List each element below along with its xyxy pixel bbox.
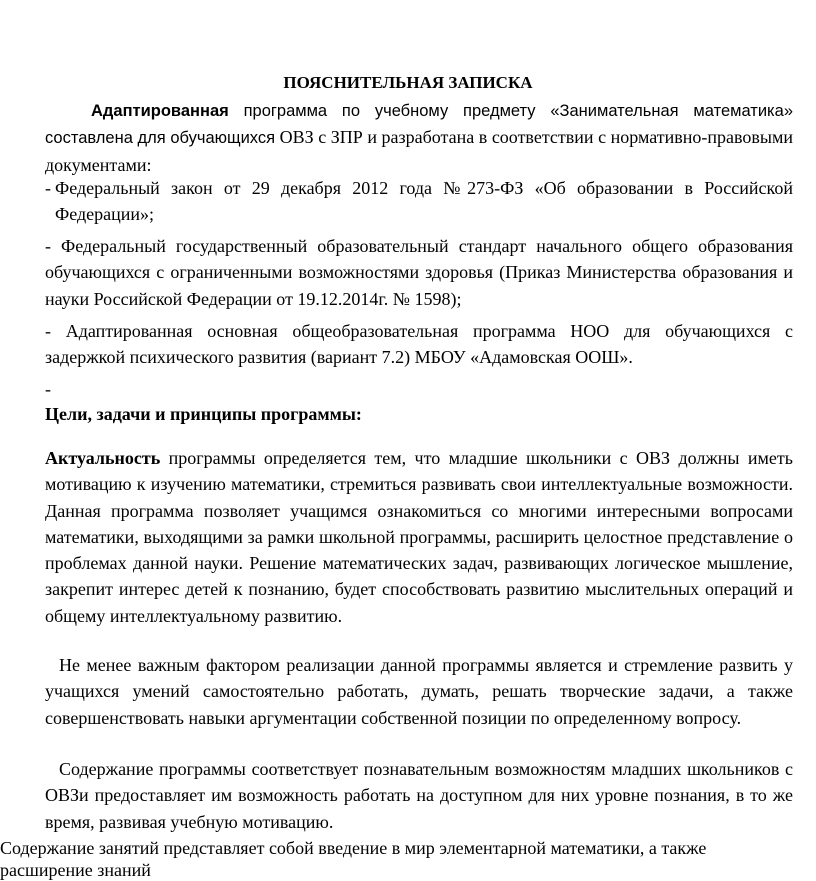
paragraph-2: Не менее важным фактором реализации данной программы является и стремление развить у учащихся умений самостоятельно работать, думать, решать творческие задачи, а также совершенствовать навыки аргументации собственной позиции по определенному вопросу. — [45, 655, 793, 728]
document-item-text: Федеральный закон от 29 декабря 2012 года №273-ФЗ «Об образовании в Российской Федерации»; — [55, 178, 793, 225]
relevance-lead: Актуальность — [45, 448, 161, 468]
intro-lead: Адаптированная — [91, 102, 229, 120]
document-item-text: Адаптированная основная общеобразовательная программа НОО для обучающихся с задержкой психического развития (вариант 7.2) МБОУ «Адамовская ООШ». — [45, 321, 793, 368]
document-item — [45, 318, 793, 371]
relevance-text: программы определяется тем, что младшие школьники с ОВЗ должны иметь мотивацию к изучению математики, стремиться развивать свои интеллектуальные возможности. Данная программа позволяет учащимся ознакомиться со многими интересными вопросами математики, выходящими за рамки школьной программы, расширить целостное представление о проблемах данной науки. Решение математических задач, развивающих логическое мышление, закрепит интерес детей к познанию, будет способствовать развитию мыслительных операций и общему интеллектуальному развитию. — [45, 448, 793, 626]
stray-dash: - — [45, 379, 51, 399]
document-item — [45, 175, 793, 228]
list-dash: - — [45, 236, 51, 256]
paragraph-3: Содержание программы соответствует познавательным возможностям младших школьников с ОВЗи предоставляет им возможность работать на доступном для них уровне познания, в то же время, развивая учебную мотивацию. — [45, 759, 793, 832]
goals-heading: Цели, задачи и принципы программы: — [45, 404, 362, 424]
list-dash: - — [45, 178, 51, 198]
list-dash: - — [45, 321, 51, 341]
relevance-paragraph — [45, 445, 793, 629]
document-item-text: Федеральный государственный образовательный стандарт начального общего образования обучающихся с ограниченными возможностями здоровья (Приказ Министерства образования и науки Российской Федерации от 19.12.2014г. № 1598); — [45, 236, 794, 309]
intro-text-a: программа по учебному предмету «Занимательная математика» составлена для обучающихся — [45, 102, 793, 148]
document-title: ПОЯСНИТЕЛЬНАЯ ЗАПИСКА — [283, 73, 533, 92]
intro-paragraph — [45, 97, 793, 178]
intro-text-b: ОВЗ с ЗПР и разработана в соответствии с нормативно-правовыми документами: — [45, 127, 793, 175]
tail-paragraph: Содержание занятий представляет собой введение в мир элементарной математики, а также расширение знаний — [0, 838, 707, 880]
document-item — [45, 233, 793, 312]
